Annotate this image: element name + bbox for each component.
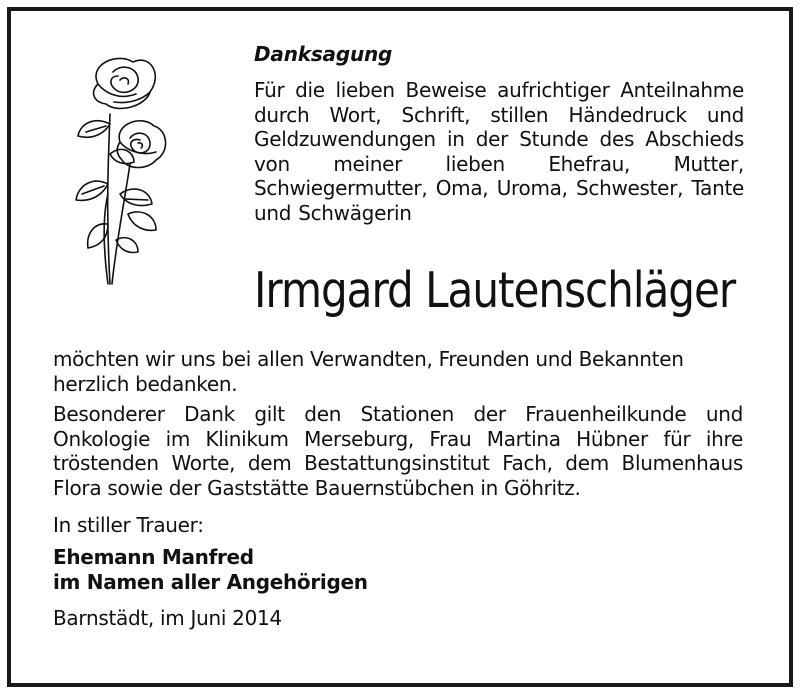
thanks-text: möchten wir uns bei allen Verwandten, Freunden und Bekannten herzlich bedanken. bbox=[53, 347, 684, 396]
rose-icon bbox=[58, 44, 198, 294]
signature-line-1: Ehemann Manfred bbox=[53, 545, 254, 570]
mourning-label: In stiller Trauer: bbox=[53, 512, 204, 537]
intro-text: Für die lieben Beweise aufrichtiger Anteilnahme durch Wort, Schrift, stillen Händedruck und Geldzuwendungen in der Stunde des Abschieds von meiner lieben Ehefrau, Mutter, Schwiegermutter, Oma, Uroma, Schwester, Tante und Schwägerin bbox=[254, 78, 744, 225]
body-block bbox=[53, 347, 743, 631]
signature-line-2: im Namen aller Angehörigen bbox=[53, 569, 368, 594]
deceased-name: Irmgard Lautenschläger bbox=[254, 262, 736, 319]
place-date: Barnstädt, im Juni 2014 bbox=[53, 606, 282, 631]
heading: Danksagung bbox=[254, 42, 393, 66]
special-thanks-text: Besonderer Dank gilt den Stationen der Frauenheilkunde und Onkologie im Klinikum Merseburg, Frau Martina Hübner für ihre tröstenden Worte, dem Bestattungsinstitut Fach, dem Blumenhaus Flora sowie der Gaststätte Bauernstübchen in Göhritz. bbox=[53, 402, 743, 500]
intro-block bbox=[254, 42, 744, 226]
